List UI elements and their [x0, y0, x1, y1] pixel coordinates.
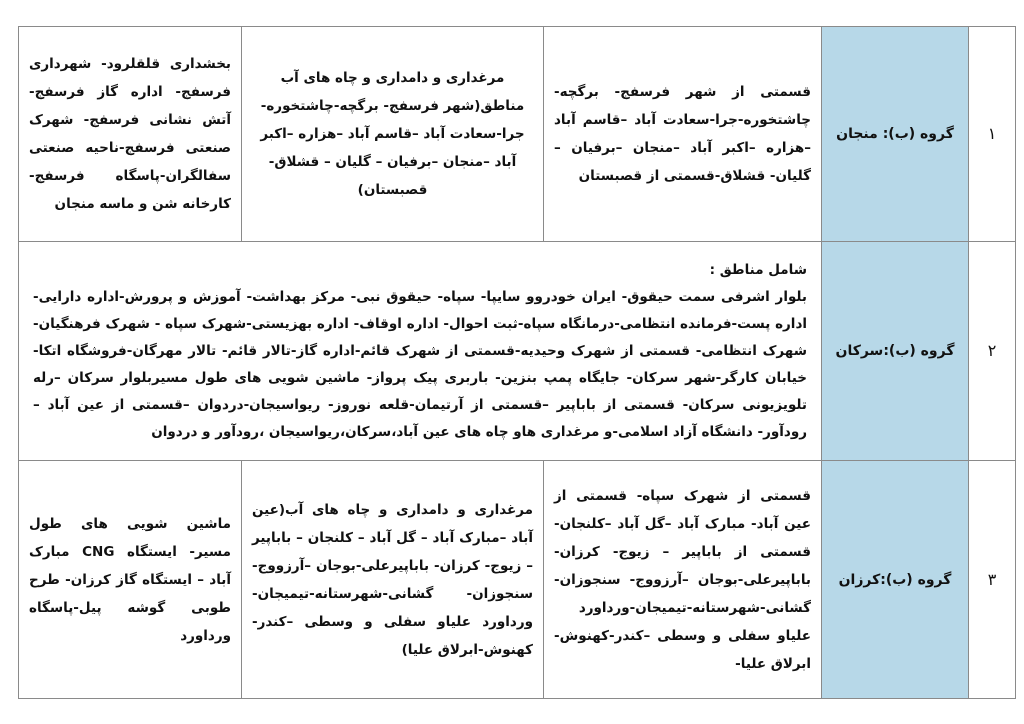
table-row [19, 461, 1016, 699]
group-name: گروه (ب):کرزان [822, 461, 969, 699]
farms-wells-cell: مرغداری و دامداری و چاه های آب مناطق(شهر فرسفج- برگچه-چاشتخوره- جرا-سعادت آباد –قاسم آباد –هزاره –اکبر آباد –منجان –برفیان – گلیان – قشلاق- قصبستان) [242, 27, 544, 242]
areas-cell: قسمتی از شهرک سپاه- قسمتی از عین آباد- مبارک آباد –گل آباد –کلنجان- قسمتی از باباپیر – زیوج- کرزان- باباپیرعلی-بوجان –آرزووج- سنجوزان- گشانی-شهرستانه-تیمیجان-ورداورد علیاو سفلی و وسطی –کندر-کهنوش- ابرلاق علیا- [544, 461, 822, 699]
zones-table [18, 26, 1016, 699]
row-number: ۳ [969, 461, 1016, 699]
facilities-cell: بخشداری قلقلرود- شهرداری فرسفج- اداره گاز فرسفج- آتش نشانی فرسفج- شهرک صنعتی فرسفج-ناحیه صنعتی سفالگران-پاسگاه فرسفج- کارخانه شن و ماسه منجان [19, 27, 242, 242]
row-number: ۱ [969, 27, 1016, 242]
row-number: ۲ [969, 242, 1016, 461]
group-name: گروه (ب): منجان [822, 27, 969, 242]
table-row [19, 242, 1016, 461]
areas-intro: شامل مناطق : [709, 261, 807, 278]
group-name: گروه (ب):سرکان [822, 242, 969, 461]
table-row [19, 27, 1016, 242]
areas-cell-wide [19, 242, 822, 461]
farms-wells-cell: مرغداری و دامداری و چاه های آب(عین آباد –مبارک آباد – گل آباد – کلنجان – باباپیر – زیوج- کرزان- باباپیرعلی-بوجان –آرزووج- سنجوزان- گشانی-شهرستانه-تیمیجان- ورداورد علیاو سفلی و وسطی –کندر- کهنوش-ابرلاق علیا) [242, 461, 544, 699]
areas-cell: قسمتی از شهر فرسفج- برگچه- چاشتخوره-جرا-سعادت آباد –قاسم آباد –هزاره –اکبر آباد –منجان –برفیان – گلیان- قشلاق-قسمتی از قصبستان [544, 27, 822, 242]
facilities-cell: ماشین شویی های طول مسیر- ایستگاه CNG مبارک آباد – ایستگاه گاز کرزان- طرح طوبی گوشه پیل-پاسگاه ورداورد [19, 461, 242, 699]
areas-list: بلوار اشرفی سمت حیقوق- ایران خودروو سایپا- سپاه- حیقوق نبی- مرکز بهداشت- آموزش و پرورش-اداره دارایی-اداره پست-فرمانده انتظامی-درمانگاه سپاه-ثبت احوال- اداره اوقاف- اداره بهزیستی-شهرک سپاه - شهرک فرهنگیان- شهرک انتظامی- قسمتی از شهرک وحیدیه-قسمتی از شهرک قائم-اداره گاز-تالار قائم- تالار مهرگان-فروشگاه اتکا-خیابان کارگر-شهر سرکان- جایگاه پمپ بنزین- باربری پیک پرواز- ماشین شویی های طول مسیربلوار سرکان –رله تلویزیونی سرکان- قسمتی از باباپیر –قسمتی از آرتیمان-قلعه نوروز- ریواسیجان-دردوان –قسمتی از عین آباد – رودآور- دانشگاه آزاد اسلامی-و مرغداری هاو چاه های عین آباد،سرکان،ریواسیجان ،رودآور و دردوان [33, 288, 807, 440]
